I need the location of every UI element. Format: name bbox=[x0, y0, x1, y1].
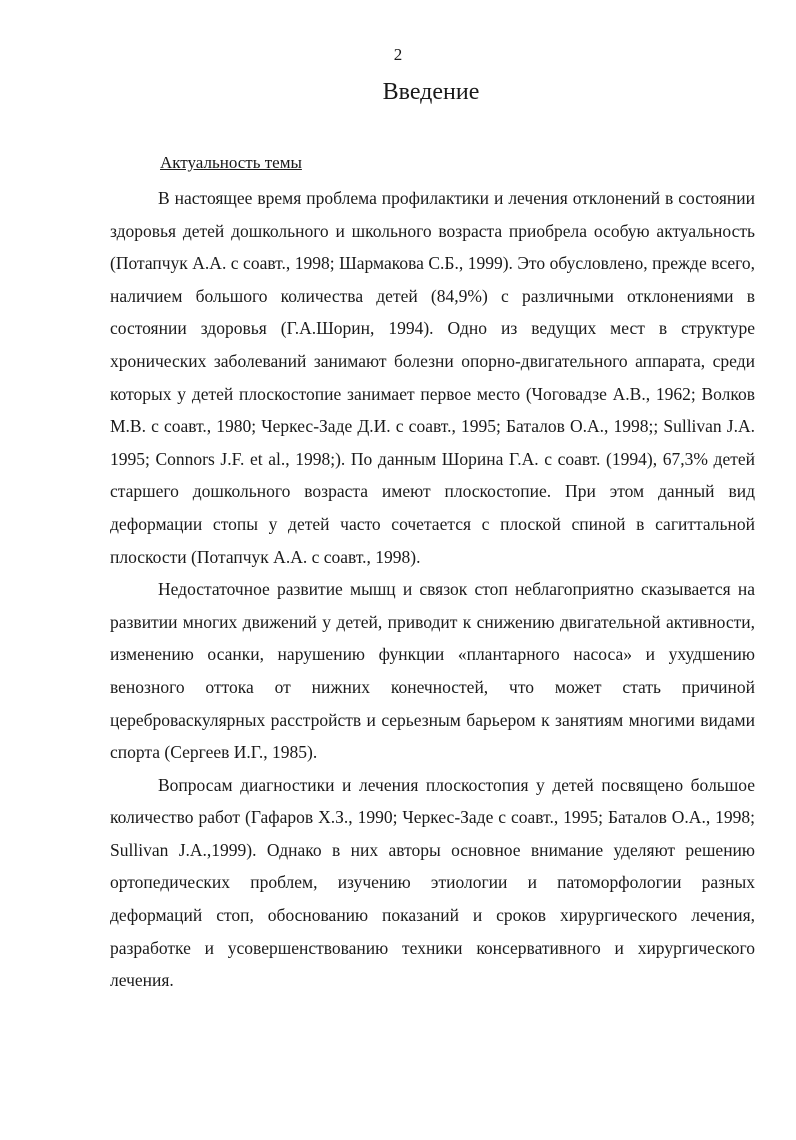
page-title: Введение bbox=[382, 79, 480, 105]
paragraph-diagnostics: Вопросам диагностики и лечения плоскостопия у детей посвящено большое количество работ (Гафаров Х.З., 1990; Черкес-Заде с соавт., 1995; Баталов О.А., 1998; Sullivan J.A.,1999). Однако в них авторы основное внимание уделяют решению ортопедических проблем, изучению этиологии и патоморфологии разных деформаций стоп, обоснованию показаний и сроков хирургического лечения, разработке и усовершенствованию техники консервативного и хирургического лечения. bbox=[110, 774, 755, 991]
paragraph-muscle-development: Недостаточное развитие мышц и связок стоп неблагоприятно сказывается на развитии многих движений у детей, приводит к снижению двигательной активности, изменению осанки, нарушению функции «плантарного насоса» и ухудшению венозного оттока от нижних конечностей, что может стать причиной цереброваскулярных расстройств и серьезным барьером к занятиям многими видами спорта (Сергеев И.Г., 1985). bbox=[110, 579, 755, 763]
body-text bbox=[110, 182, 755, 997]
paragraph-relevance: В настоящее время проблема профилактики и лечения отклонений в состоянии здоровья детей дошкольного и школьного возраста приобрела особую актуальность (Потапчук А.А. с соавт., 1998; Шармакова С.Б., 1999). Это обусловлено, прежде всего, наличием большого количества детей (84,9%) с различными отклонениями в состоянии здоровья (Г.А.Шорин, 1994). Одно из ведущих мест в структуре хронических заболеваний занимают болезни опорно-двигательного аппарата, среди которых у детей плоскостопие занимает первое место (Чоговадзе А.В., 1962; Волков М.В. с соавт., 1980; Черкес-Заде Д.И. с соавт., 1995; Баталов О.А., 1998;; Sullivan J.A. 1995; Connors J.F. et al., 1998;). По данным Шорина Г.А. с соавт. (1994), 67,3% детей старшего дошкольного возраста имеют плоскостопие. При этом данный вид деформации стопы у детей часто сочетается с плоской спиной в сагиттальной плоскости (Потапчук А.А. с соавт., 1998). bbox=[110, 188, 755, 567]
section-heading: Актуальность темы bbox=[160, 153, 302, 172]
page-number: 2 bbox=[393, 45, 403, 64]
